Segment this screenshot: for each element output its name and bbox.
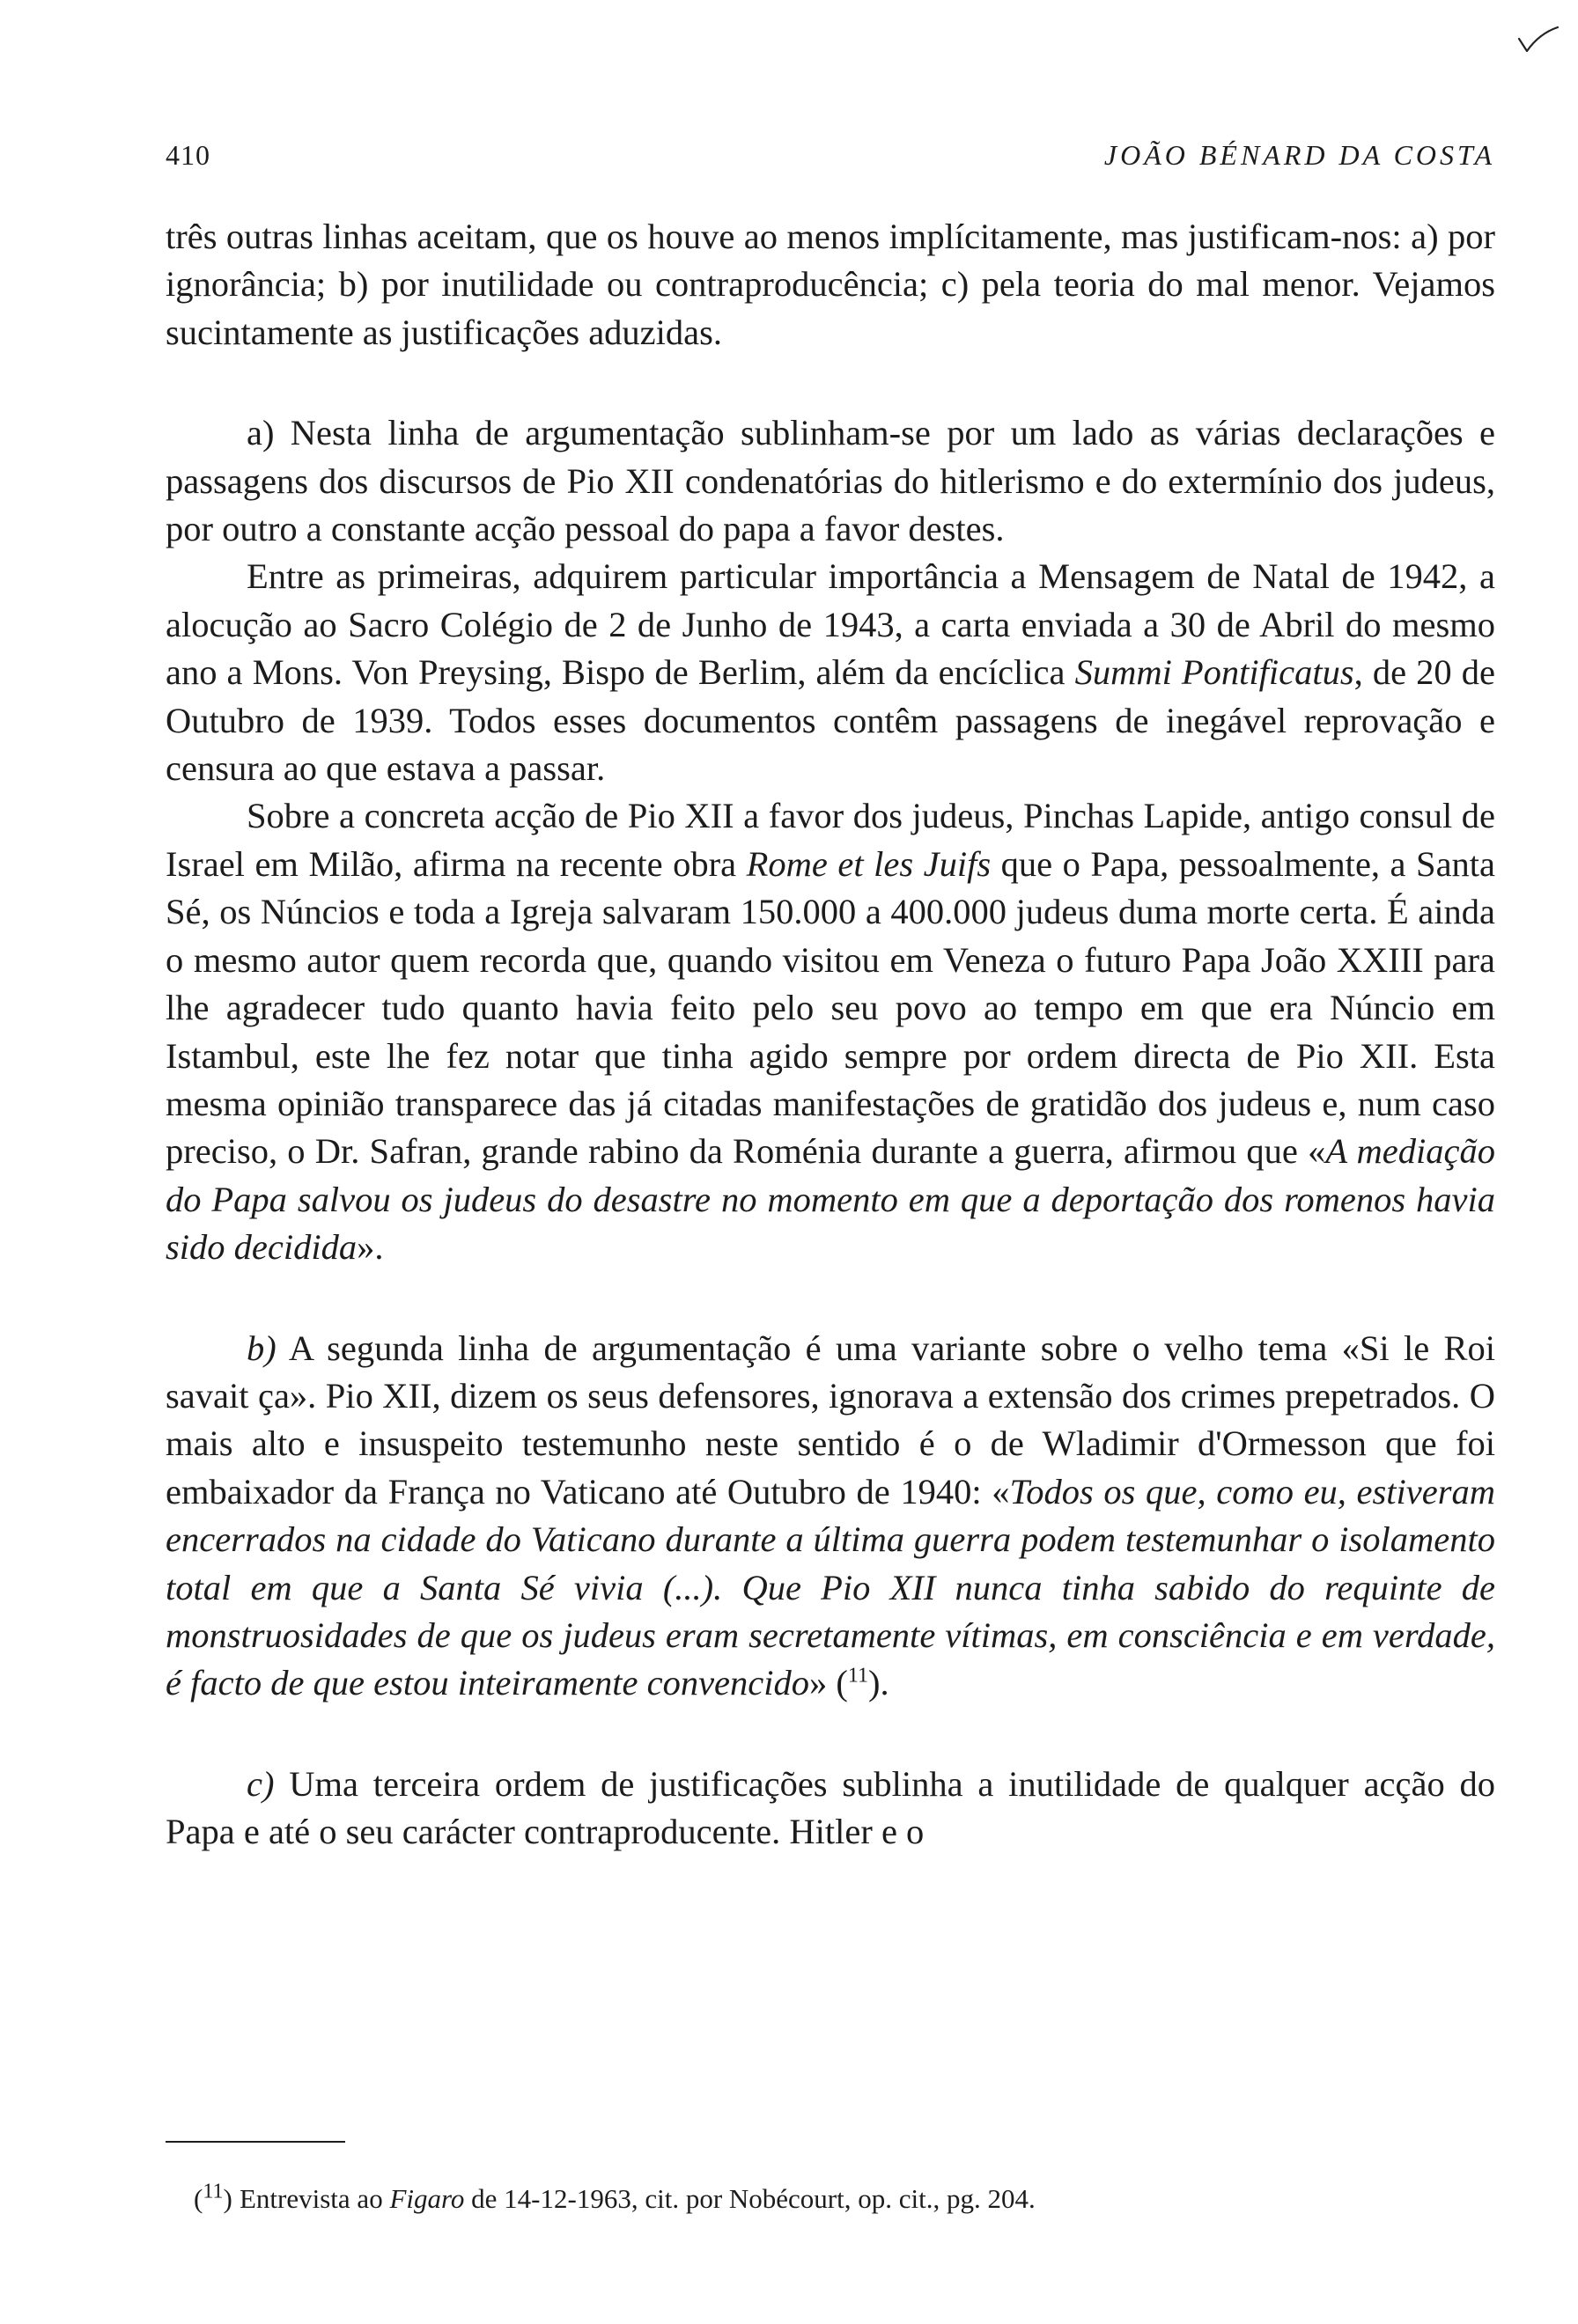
paragraph-6-text-a: Uma terceira ordem de justificações sublinha a inutilidade de qualquer acção do Papa e até o seu carácter contraproducente. Hitler e o [166, 1763, 1495, 1852]
work-title-summi-pontificatus: Summi Pontificatus [1074, 652, 1354, 693]
paragraph-5-text-b: » ( [809, 1663, 848, 1703]
footnote-text-b: de 14-12-1963, cit. por Nobécourt, op. cit., pg. 204. [464, 2183, 1036, 2214]
paragraph-5-text-a: A segunda linha de argumentação é uma variante sobre o velho tema «Si le Roi savait ça». Pio XII, dizem os seus defensores, ignorava a extensão dos crimes prepetrados. O mais alto e insuspeito testemunho neste sentido é o de Wladimir d'Ormesson que foi embaixador da França no Vaticano até Outubro de 1940: « [166, 1327, 1495, 1511]
paragraph-4-text-b: que o Papa, pessoalmente, a Santa Sé, os Núncios e toda a Igreja salvaram 150.000 a 400.000 judeus duma morte certa. É ainda o mesmo autor quem recorda que, quando visitou em Veneza o futuro Papa João XXIII para lhe agradecer tudo quanto havia feito pelo seu povo ao tempo em que era Núncio em Istambul, este lhe fez notar que tinha agido sempre por ordem directa de Pio XII. Esta mesma opinião transparece das já citadas manifestações de gratidão dos judeus e, num caso preciso, o Dr. Safran, grande rabino da Roménia durante a guerra, afirmou que « [166, 843, 1496, 1172]
paragraph-1: três outras linhas aceitam, que os houve ao menos implícitamente, mas justificam-nos: a) por ignorância; b) por inutilidade ou contraproducência; c) pela teoria do mal menor. Vejamos sucintamente as justificações aduzidas. [166, 217, 1495, 352]
footnote-reference[interactable]: 11 [847, 1664, 868, 1688]
check-mark-annotation [1516, 25, 1560, 56]
footnote-marker-open: ( [194, 2183, 203, 2214]
paragraph-3 [166, 553, 1495, 792]
paragraph-4-text-c: ». [357, 1227, 384, 1268]
paragraph-4 [166, 792, 1495, 1271]
footnote-marker [194, 2181, 232, 2217]
paragraph-6 [166, 1761, 1495, 1857]
paragraph-4-text-a: Sobre a concreta acção de Pio XII a favor dos judeus, Pinchas Lapide, antigo consul de Israel em Milão, afirma na recente obra [166, 796, 1495, 884]
section-label-b: b) [247, 1327, 277, 1368]
section-label-c: c) [247, 1763, 275, 1804]
footnote [194, 2180, 1490, 2217]
running-head: JOÃO BÉNARD DA COSTA [1103, 139, 1495, 171]
paragraph-5-text-c: ). [867, 1663, 889, 1703]
footnote-marker-number: 11 [203, 2180, 224, 2203]
work-title-rome-et-les-juifs: Rome et les Juifs [746, 843, 992, 884]
footnote-work-title: Figaro [389, 2183, 465, 2214]
footnote-text-a: Entrevista ao [240, 2183, 390, 2214]
page-number: 410 [166, 139, 210, 171]
paragraph-3-text-a: Entre as primeiras, adquirem particular importância a Mensagem de Natal de 1942, a alocução ao Sacro Colégio de 2 de Junho de 1943, a carta enviada a 30 de Abril do mesmo ano a Mons. Von Preysing, Bispo de Berlim, além da encíclica [166, 556, 1495, 693]
paragraph-5 [166, 1325, 1495, 1708]
quote-safran: A mediação do Papa salvou os judeus do desastre no momento em que a deportação dos romenos havia sido decidida [166, 1131, 1495, 1268]
paragraph-3-text-b: , de 20 de Outubro de 1939. Todos esses documentos contêm passagens de inegável reprovação e censura ao que estava a passar. [166, 652, 1495, 789]
footnote-divider [166, 2141, 345, 2143]
quote-ormesson: Todos os que, como eu, estiveram encerrados na cidade do Vaticano durante a última guerra podem testemunhar o isolamento total em que a Santa Sé vivia (...). Que Pio XII nunca tinha sabido do requinte de monstruosidades de que os judeus eram secretamente vítimas, em consciência e em verdade, é facto de que estou inteiramente convencido [166, 1471, 1495, 1703]
page-header [166, 139, 1495, 174]
paragraph-2: a) Nesta linha de argumentação sublinham-se por um lado as várias declarações e passagens dos discursos de Pio XII condenatórias do hitlerismo e do extermínio dos judeus, por outro a constante acção pessoal do papa a favor destes. [166, 413, 1495, 549]
body-text [166, 213, 1495, 1857]
footnote-marker-close: ) [223, 2183, 232, 2214]
